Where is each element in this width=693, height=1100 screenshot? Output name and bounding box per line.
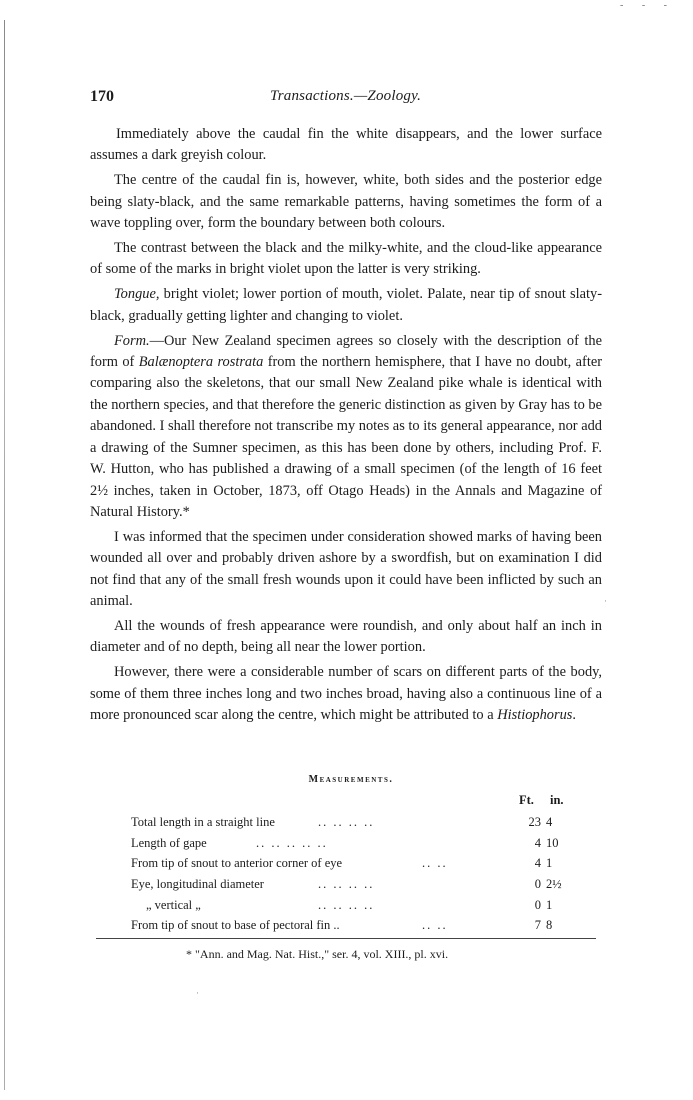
column-header-feet: Ft.: [519, 793, 534, 807]
row-label: Length of gape: [131, 835, 207, 850]
leader-dots: .. .. .. ..: [318, 897, 375, 912]
row-feet: 0: [534, 877, 541, 892]
row-inches: 1: [546, 897, 553, 912]
paragraph-lead: Tongue,: [114, 286, 160, 303]
footnote: * "Ann. and Mag. Nat. Hist.," ser. 4, vol. XIII., pl. xvi.: [186, 947, 449, 961]
leader-dots: .. .. .. .. ..: [256, 835, 328, 850]
row-label: Eye, longitudinal diameter: [131, 877, 264, 892]
row-inches: 2½: [546, 877, 562, 892]
leader-dots: .. ..: [422, 856, 448, 871]
row-feet: 4: [534, 835, 541, 850]
row-label: From tip of snout to base of pectoral fin ..: [131, 918, 340, 933]
table-row: [96, 815, 596, 836]
row-inches: 1: [546, 856, 553, 871]
table-row: [96, 836, 596, 857]
scan-speck: ·: [196, 988, 199, 998]
page-header: [90, 88, 602, 110]
row-label: From tip of snout to anterior corner of eye: [131, 856, 343, 871]
footnote-rule: [96, 938, 596, 939]
paragraph: I was informed that the specimen under consideration showed marks of having been wounded all over and probably driven ashore by a swordfish, but on examination I did not find that any of the small fresh wounds upon it could have been inflicted by such an animal.: [90, 528, 602, 610]
table-row: [96, 856, 596, 877]
paragraph: The centre of the caudal fin is, however, white, both sides and the posterior edge being slaty-black, and the same remarkable patterns, having sometimes the form of a wave toppling over, form the boundary between both colours.: [90, 172, 602, 232]
species-name: Balænoptera rostrata: [138, 354, 264, 371]
row-feet: 7: [534, 918, 541, 933]
row-label: „ vertical „: [146, 897, 201, 912]
page-number: 170: [90, 88, 114, 105]
row-feet: 4: [534, 856, 541, 871]
paragraph: Immediately above the caudal fin the white disappears, and the lower surface assumes a dark greyish colour.: [90, 126, 602, 164]
column-header-inches: in.: [550, 793, 564, 807]
table-title: Measurements.: [308, 774, 394, 785]
body-text: [90, 124, 602, 730]
genus-name: Histiophorus: [497, 707, 573, 724]
paragraph: Tongue, bright violet; lower portion of mouth, violet. Palate, near tip of snout slaty-black, gradually getting lighter and changing to violet.: [90, 286, 602, 324]
measurements-table: [96, 774, 596, 939]
row-inches: 10: [546, 835, 559, 850]
row-feet: 0: [534, 897, 541, 912]
paragraph: Form.—Our New Zealand specimen agrees so closely with the description of the form of Balænoptera rostrata from the northern hemisphere, that I have no doubt, after comparing also the skeletons, that our small New Zealand pike whale is identical with the northern species, and that therefore the generic distinction as given by Gray has to be abandoned. I shall therefore not transcribe my notes as to its general appearance, nor add a drawing of the Sumner specimen, as this has been done by others, including Prof. F. W. Hutton, who has published a drawing of a small specimen (of the length of 16 feet 2½ inches, taken in October, 1873, off Otago Heads) in the Annals and Magazine of Natural History.*: [90, 332, 603, 520]
table-column-headers: [96, 793, 596, 815]
scan-edge: [4, 20, 5, 1090]
table-row: [96, 877, 596, 898]
scan-speck: ·: [604, 596, 607, 606]
running-head: Transactions.—Zoology.: [270, 88, 422, 104]
row-inches: 8: [546, 918, 553, 933]
leader-dots: .. .. .. ..: [318, 877, 375, 892]
paragraph: However, there were a considerable number of scars on different parts of the body, some of them three inches long and two inches broad, having also a continuous line of a more pronounced scar along the centre, which might be attributed to a Histiophorus.: [90, 664, 602, 724]
paragraph-lead: Form.: [114, 332, 150, 349]
paragraph: All the wounds of fresh appearance were roundish, and only about half an inch in diameter and of no depth, being all near the lower portion.: [90, 617, 602, 656]
corner-marks: - - -: [620, 0, 675, 11]
table-row: [96, 918, 596, 939]
row-feet: 23: [528, 815, 541, 829]
row-inches: 4: [546, 815, 553, 829]
row-label: Total length in a straight line: [131, 815, 275, 829]
table-row: [96, 898, 596, 919]
paragraph: The contrast between the black and the milky-white, and the cloud-like appearance of some of the marks in bright violet upon the latter is very striking.: [90, 240, 602, 278]
leader-dots: .. ..: [422, 918, 448, 933]
leader-dots: .. .. .. ..: [318, 815, 375, 829]
